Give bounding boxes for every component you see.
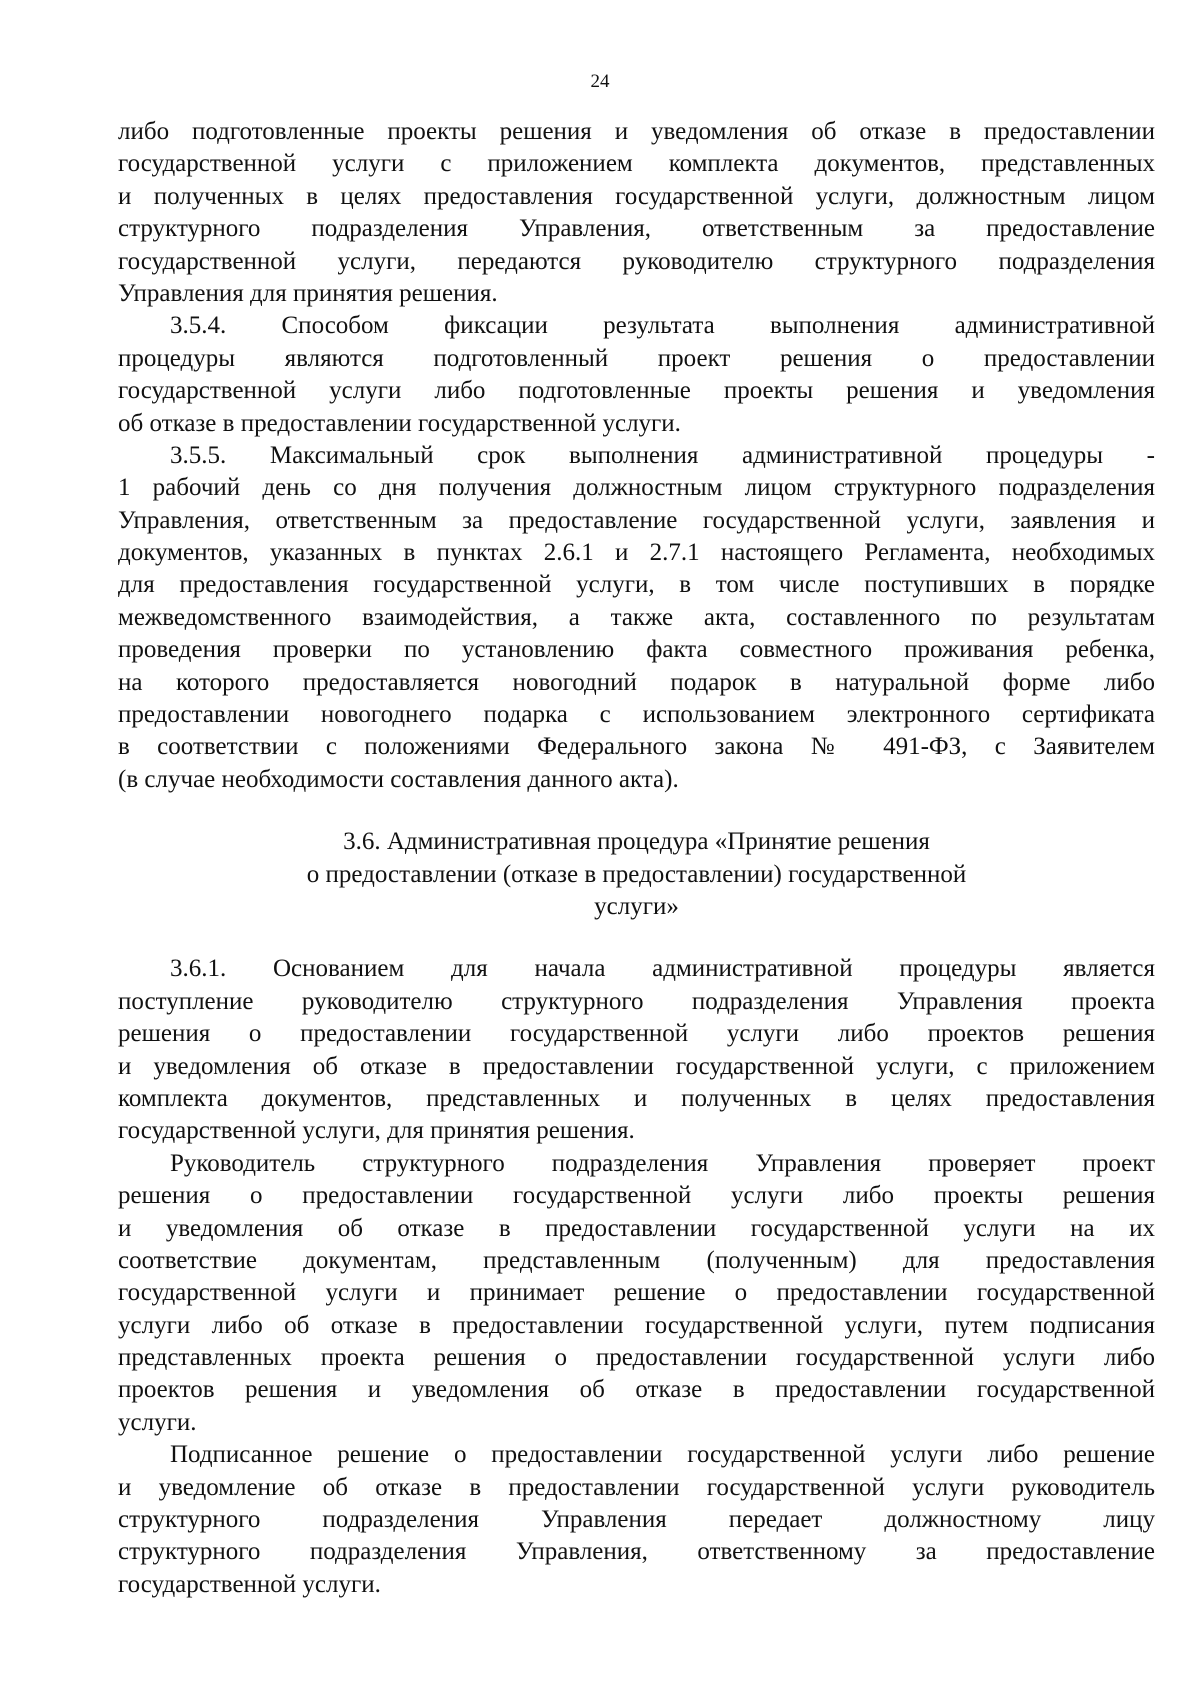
text-line: (в случае необходимости составления данного акта). <box>118 765 679 793</box>
paragraph-signed-decision <box>118 1439 1155 1601</box>
text-line: комплекта документов, представленных и полученных в целях предоставления <box>118 1084 1155 1112</box>
text-line: представленных проекта решения о предоставлении государственной услуги либо <box>118 1344 1155 1372</box>
text-line: Управления для принятия решения. <box>118 279 498 307</box>
text-line: государственной услуги. <box>118 1570 381 1598</box>
text-line: соответствие документам, представленным (полученным) для предоставления <box>118 1246 1155 1274</box>
paragraph-3-5-5 <box>118 440 1155 796</box>
text-line: поступление руководителю структурного подразделения Управления проекта <box>118 987 1155 1015</box>
text-line: на которого предоставляется новогодний подарок в натуральной форме либо <box>118 668 1155 696</box>
text-line: решения о предоставлении государственной услуги либо проекты решения <box>118 1182 1155 1210</box>
text-line: услуги либо об отказе в предоставлении государственной услуги, путем подписания <box>118 1311 1155 1339</box>
text-line: предоставлении новогоднего подарка с использованием электронного сертификата <box>118 701 1155 729</box>
text-line: Руководитель структурного подразделения Управления проверяет проект <box>170 1149 1155 1177</box>
text-line: структурного подразделения Управления передает должностному лицу <box>118 1506 1155 1534</box>
heading-line: услуги» <box>594 892 679 920</box>
section-heading-3-6 <box>118 826 1155 923</box>
text-line: услуги. <box>118 1408 197 1436</box>
text-line: 3.6.1. Основанием для начала административной процедуры является <box>170 955 1155 983</box>
text-line: об отказе в предоставлении государственной услуги. <box>118 409 681 437</box>
text-line: государственной услуги с приложением комплекта документов, представленных <box>118 150 1155 178</box>
text-line: решения о предоставлении государственной услуги либо проектов решения <box>118 1020 1155 1048</box>
text-line: 1 рабочий день со дня получения должностным лицом структурного подразделения <box>118 474 1155 502</box>
text-line: межведомственного взаимодействия, а также акта, составленного по результатам <box>118 603 1155 631</box>
heading-line: о предоставлении (отказе в предоставлении) государственной <box>306 860 967 888</box>
text-line: 3.5.4. Способом фиксации результата выполнения административной <box>170 312 1155 340</box>
text-line: проектов решения и уведомления об отказе в предоставлении государственной <box>118 1376 1155 1404</box>
paragraph-3-5-4 <box>118 310 1155 440</box>
text-line: и уведомление об отказе в предоставлении государственной услуги руководитель <box>118 1473 1155 1501</box>
document-body <box>118 116 1155 1601</box>
text-line: и уведомления об отказе в предоставлении государственной услуги на их <box>118 1214 1155 1242</box>
text-line: государственной услуги и принимает решение о предоставлении государственной <box>118 1279 1155 1307</box>
paragraph-head-check <box>118 1148 1155 1440</box>
text-line: проведения проверки по установлению факта совместного проживания ребенка, <box>118 636 1155 664</box>
text-line: Управления, ответственным за предоставление государственной услуги, заявления и <box>118 506 1155 534</box>
text-line: либо подготовленные проекты решения и уведомления об отказе в предоставлении <box>118 118 1155 145</box>
heading-line: 3.6. Административная процедура «Принятие решения <box>343 828 930 856</box>
text-line: для предоставления государственной услуги, в том числе поступивших в порядке <box>118 571 1155 599</box>
paragraph-continuation <box>118 116 1155 310</box>
text-line: государственной услуги либо подготовленные проекты решения и уведомления <box>118 377 1155 405</box>
text-line: и полученных в целях предоставления государственной услуги, должностным лицом <box>118 182 1155 210</box>
text-line: и уведомления об отказе в предоставлении государственной услуги, с приложением <box>118 1052 1155 1080</box>
page-number: 24 <box>590 71 610 92</box>
text-line: Подписанное решение о предоставлении государственной услуги либо решение <box>170 1441 1155 1469</box>
text-line: структурного подразделения Управления, ответственному за предоставление <box>118 1538 1155 1566</box>
text-line: 3.5.5. Максимальный срок выполнения административной процедуры - <box>170 441 1155 469</box>
spacer <box>118 796 1155 826</box>
spacer <box>118 923 1155 953</box>
paragraph-3-6-1 <box>118 953 1155 1147</box>
text-line: процедуры являются подготовленный проект решения о предоставлении <box>118 344 1155 372</box>
text-line: документов, указанных в пунктах 2.6.1 и 2.7.1 настоящего Регламента, необходимых <box>118 539 1155 567</box>
text-line: структурного подразделения Управления, ответственным за предоставление <box>118 215 1155 243</box>
text-line: в соответствии с положениями Федерального закона № 491-ФЗ, с Заявителем <box>118 733 1155 761</box>
text-line: государственной услуги, для принятия решения. <box>118 1117 635 1145</box>
text-line: государственной услуги, передаются руководителю структурного подразделения <box>118 247 1155 275</box>
